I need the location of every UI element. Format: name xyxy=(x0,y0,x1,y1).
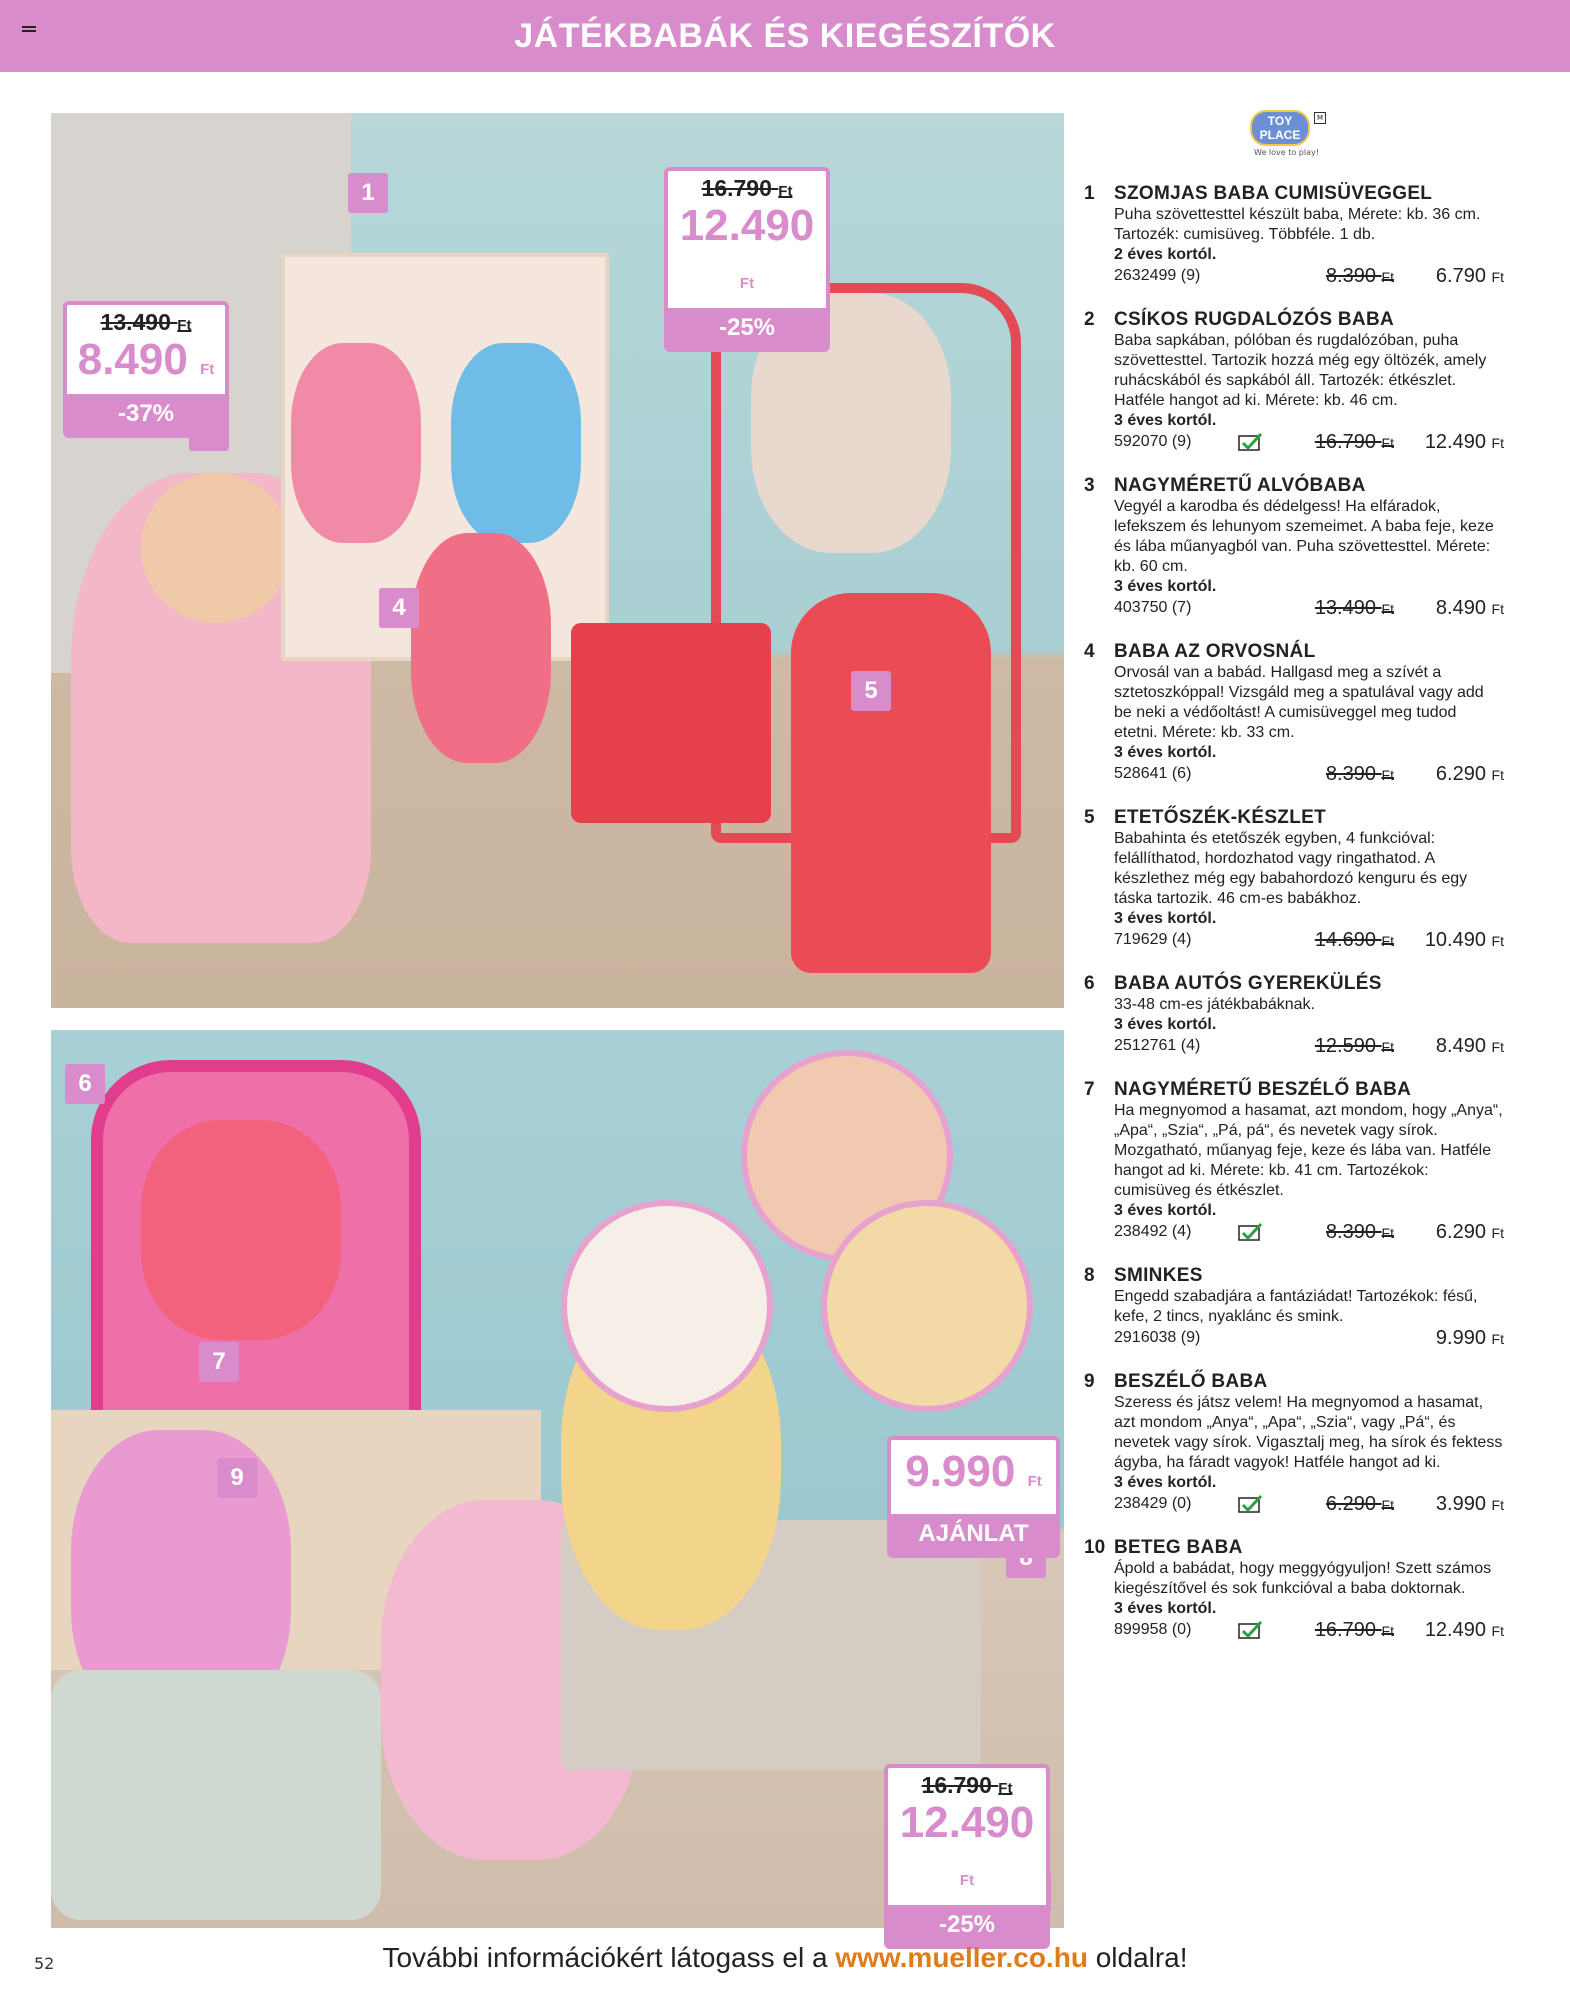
product-new-price: 12.490 Ft xyxy=(1424,1619,1504,1641)
price-tag-10 xyxy=(884,1764,1050,1949)
offer-label: AJÁNLAT xyxy=(891,1514,1056,1554)
product-description: Engedd szabadjára a fantáziádat! Tartozékok: fésű, kefe, 2 tincs, nyaklánc és smink. xyxy=(1114,1288,1478,1325)
product-code: 899958 (0) xyxy=(1114,1621,1192,1638)
product-name: BESZÉLŐ BABA xyxy=(1114,1371,1268,1392)
website-link[interactable]: www.mueller.co.hu xyxy=(835,1942,1088,1973)
product-code: 528641 (6) xyxy=(1114,765,1192,782)
product-number: 9 xyxy=(1084,1371,1095,1392)
product-old-price: 8.390 Ft xyxy=(1325,1221,1394,1243)
product-description: Puha szövettesttel készült baba, Mérete: kb. 36 cm. Tartozék: cumisüveg. Többféle. 1 db. xyxy=(1114,206,1481,243)
price-tag-2 xyxy=(664,167,830,352)
product-age: 3 éves kortól. xyxy=(1114,1600,1217,1617)
product-number: 6 xyxy=(1084,973,1095,994)
product-description: Ha megnyomod a hasamat, azt mondom, hogy „Anya“, „Apa“, „Szia“, „Pá, pá“, és nevetek vagy sírok. Mozgatható, műanyag feje, keze és lába van. Hatféle hangot ad ki. Mérete: kb. 41 cm. Tartozékok: cumisüveg és étkészlet. xyxy=(1114,1102,1503,1199)
product-photo-bottom xyxy=(51,1030,1064,1938)
page-title: JÁTÉKBABÁK ÉS KIEGÉSZÍTŐK xyxy=(514,16,1056,55)
product-old-price: 8.390 Ft xyxy=(1325,763,1394,785)
product-name: BABA AZ ORVOSNÁL xyxy=(1114,641,1316,662)
price-tag-new: 9.990 xyxy=(905,1447,1016,1496)
item-badge-9: 9 xyxy=(217,1458,257,1498)
product-name: NAGYMÉRETŰ BESZÉLŐ BABA xyxy=(1114,1079,1412,1100)
footer-text-before: További információkért látogass el a xyxy=(382,1942,836,1973)
product-age: 3 éves kortól. xyxy=(1114,1202,1217,1219)
product-code: 238429 (0) xyxy=(1114,1495,1192,1512)
menu-icon[interactable] xyxy=(22,26,36,36)
product-age: 3 éves kortól. xyxy=(1114,1474,1217,1491)
currency: Ft xyxy=(959,1872,975,1889)
product-description: 33-48 cm-es játékbabáknak. xyxy=(1114,996,1315,1013)
hair-closeup xyxy=(821,1200,1033,1412)
product-description: Vegyél a karodba és dédelgess! Ha elfáradok, lefekszem és lehunyom szemeimet. A baba feje, keze és lába műanyagból van. Puha szövettesttel. Mérete: kb. 60 cm. xyxy=(1114,498,1494,575)
product-name: NAGYMÉRETŰ ALVÓBABA xyxy=(1114,475,1366,496)
product-age: 3 éves kortól. xyxy=(1114,578,1217,595)
product-age: 3 éves kortól. xyxy=(1114,910,1217,927)
logo-mark: M xyxy=(1314,112,1326,124)
item-badge-6: 6 xyxy=(65,1064,105,1104)
product-new-price: 10.490 Ft xyxy=(1424,929,1504,951)
product-new-price: 3.990 Ft xyxy=(1435,1493,1504,1515)
checkmark-box-icon xyxy=(1238,1621,1262,1639)
product-item xyxy=(1084,641,1504,787)
product-item xyxy=(1084,1537,1504,1643)
page-number: 52 xyxy=(34,1954,55,1973)
product-name: SZOMJAS BABA CUMISÜVEGGEL xyxy=(1114,183,1433,204)
product-code: 719629 (4) xyxy=(1114,931,1192,948)
product-number: 3 xyxy=(1084,475,1095,496)
product-new-price: 8.490 Ft xyxy=(1435,597,1504,619)
item-badge-4: 4 xyxy=(379,588,419,628)
product-new-price: 6.290 Ft xyxy=(1435,1221,1504,1243)
product-age: 3 éves kortól. xyxy=(1114,744,1217,761)
logo-main: TOY PLACE xyxy=(1250,110,1310,146)
product-code: 403750 (7) xyxy=(1114,599,1192,616)
product-name: SMINKES xyxy=(1114,1265,1203,1286)
product-price-row xyxy=(1114,597,1504,621)
product-item xyxy=(1084,183,1504,289)
checkmark-box-icon xyxy=(1238,1223,1262,1241)
bag-image xyxy=(571,623,771,823)
item-badge-5: 5 xyxy=(851,671,891,711)
product-age: 2 éves kortól. xyxy=(1114,246,1217,263)
page-footer xyxy=(0,1938,1570,1986)
price-tag-old: 16.790 xyxy=(701,175,772,201)
product-number: 2 xyxy=(1084,309,1095,330)
product-description: Szeress és játsz velem! Ha megnyomod a hasamat, azt mondom „Anya“, „Apa“, „Szia“, vagy „Pá“, és nevetek vagy sírok. Vigasztalj meg, ha sírok és fektess ágyba, ha fáradt vagyok! Hatféle hangot ad ki. xyxy=(1114,1394,1503,1471)
discount-label: -25% xyxy=(668,308,826,348)
product-code: 2512761 (4) xyxy=(1114,1037,1201,1054)
product-new-price: 8.490 Ft xyxy=(1435,1035,1504,1057)
product-old-price: 14.690 Ft xyxy=(1314,929,1394,951)
price-tag-new: 12.490 xyxy=(679,201,815,250)
product-new-price: 6.790 Ft xyxy=(1435,265,1504,287)
checkmark-box-icon xyxy=(1238,433,1262,451)
product-old-price: 12.590 Ft xyxy=(1314,1035,1394,1057)
price-tag-new: 8.490 xyxy=(77,335,188,384)
product-name: BABA AUTÓS GYEREKÜLÉS xyxy=(1114,973,1382,994)
product-new-price: 9.990 Ft xyxy=(1435,1327,1504,1349)
logo-tagline: We love to play! xyxy=(1254,148,1319,157)
product-price-row xyxy=(1114,1493,1504,1517)
product-number: 4 xyxy=(1084,641,1095,662)
page-header xyxy=(0,0,1570,72)
price-tag-8 xyxy=(887,1436,1060,1558)
doll-1-pink-image xyxy=(291,343,421,543)
product-number: 8 xyxy=(1084,1265,1095,1286)
price-tag-old: 16.790 xyxy=(921,1772,992,1798)
product-age: 3 éves kortól. xyxy=(1114,1016,1217,1033)
product-name: CSÍKOS RUGDALÓZÓS BABA xyxy=(1114,309,1394,330)
product-old-price: 8.390 Ft xyxy=(1325,265,1394,287)
toy-place-logo xyxy=(1250,110,1326,160)
discount-label: -37% xyxy=(67,394,225,434)
doll-4-image xyxy=(411,533,551,763)
product-price-row xyxy=(1114,929,1504,953)
product-item xyxy=(1084,475,1504,621)
product-old-price: 16.790 Ft xyxy=(1314,1619,1394,1641)
product-age: 3 éves kortól. xyxy=(1114,412,1217,429)
product-item xyxy=(1084,807,1504,953)
footer-info xyxy=(0,1942,1570,1974)
product-price-row xyxy=(1114,431,1504,455)
doll-7-image xyxy=(141,1120,341,1340)
product-price-row xyxy=(1114,763,1504,787)
product-description: Ápold a babádat, hogy meggyógyuljon! Szett számos kiegészítővel és sok funkcióval a baba doktornak. xyxy=(1114,1560,1492,1597)
product-new-price: 12.490 Ft xyxy=(1424,431,1504,453)
product-number: 10 xyxy=(1084,1537,1106,1558)
product-new-price: 6.290 Ft xyxy=(1435,763,1504,785)
price-tag-3 xyxy=(63,301,229,438)
baby-carrier-image xyxy=(791,593,991,973)
product-item xyxy=(1084,1079,1504,1245)
product-number: 1 xyxy=(1084,183,1095,204)
product-price-row xyxy=(1114,1327,1504,1351)
product-old-price: 13.490 Ft xyxy=(1314,597,1394,619)
price-tag-old: 13.490 xyxy=(100,309,171,335)
product-item xyxy=(1084,1265,1504,1351)
product-number: 5 xyxy=(1084,807,1095,828)
product-item xyxy=(1084,309,1504,455)
product-old-price: 16.790 Ft xyxy=(1314,431,1394,453)
product-price-row xyxy=(1114,1619,1504,1643)
product-description: Orvosál van a babád. Hallgasd meg a szívét a sztetoszkóppal! Vizsgáld meg a spatulával vagy add be neki a védőoltást! A cumisüveggel meg tudod etetni. Mérete: kb. 33 cm. xyxy=(1114,664,1484,741)
checkmark-box-icon xyxy=(1238,1495,1262,1513)
product-description: Babahinta és etetőszék egyben, 4 funkcióval: felállíthatod, hordozhatod vagy ringathatod. A készlethez még egy babahordozó kenguru és egy táska tartozik. 46 cm-es babákhoz. xyxy=(1114,830,1468,907)
product-name: BETEG BABA xyxy=(1114,1537,1243,1558)
product-description: Baba sapkában, pólóban és rugdalózóban, puha szövettesttel. Tartozik hozzá még egy öltözék, amely ruhácskából és sapkából áll. Tartozék: étkészlet. Hatféle hangot ad ki. Mérete: kb. 46 cm. xyxy=(1114,332,1487,409)
currency: Ft xyxy=(177,317,192,334)
item-badge-7: 7 xyxy=(199,1342,239,1382)
product-item xyxy=(1084,1371,1504,1517)
currency: Ft xyxy=(1027,1473,1042,1490)
doll-3-head xyxy=(141,473,291,623)
product-photo-top xyxy=(51,113,1064,1008)
currency: Ft xyxy=(778,183,793,200)
product-item xyxy=(1084,973,1504,1059)
footer-text-after: oldalra! xyxy=(1087,1942,1188,1973)
pillow-image xyxy=(51,1670,381,1920)
product-number: 7 xyxy=(1084,1079,1095,1100)
product-code: 2916038 (9) xyxy=(1114,1329,1201,1346)
product-code: 592070 (9) xyxy=(1114,433,1192,450)
product-old-price: 6.290 Ft xyxy=(1325,1493,1394,1515)
item-badge-1: 1 xyxy=(348,173,388,213)
currency: Ft xyxy=(200,361,215,378)
product-code: 2632499 (9) xyxy=(1114,267,1201,284)
product-price-row xyxy=(1114,1221,1504,1245)
product-list xyxy=(1084,183,1504,1663)
product-code: 238492 (4) xyxy=(1114,1223,1192,1240)
product-name: ETETŐSZÉK-KÉSZLET xyxy=(1114,807,1326,828)
discount-label: -25% xyxy=(888,1905,1046,1945)
doll-1-blue-image xyxy=(451,343,581,543)
product-price-row xyxy=(1114,1035,1504,1059)
makeup-closeup xyxy=(561,1200,773,1412)
currency: Ft xyxy=(998,1780,1013,1797)
price-tag-new: 12.490 xyxy=(899,1798,1035,1847)
currency: Ft xyxy=(739,275,755,292)
product-price-row xyxy=(1114,265,1504,289)
